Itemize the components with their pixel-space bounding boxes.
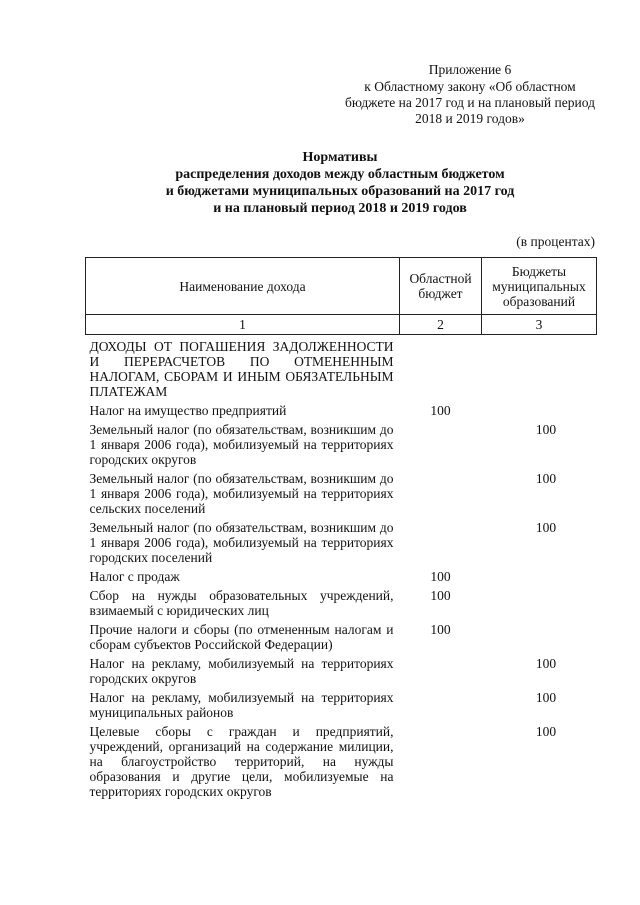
municipal-value [482, 565, 597, 584]
municipal-value [482, 618, 597, 652]
income-name: Сбор на нужды образовательных учреждений, взимаемый с юридических лиц [89, 588, 394, 618]
regional-value [400, 720, 482, 799]
regional-value: 100 [430, 588, 451, 603]
table-row [86, 720, 597, 799]
municipal-value: 100 [535, 724, 557, 739]
title-line-4: и на плановый период 2018 и 2019 годов [213, 201, 467, 216]
regional-value [400, 418, 482, 467]
income-name: Налог на рекламу, мобилизуемый на территориях муниципальных районов [89, 690, 394, 720]
title-line-1: Нормативы [302, 150, 378, 165]
municipal-value: 100 [535, 471, 557, 486]
municipal-value: 100 [535, 656, 557, 671]
regional-value: 100 [430, 403, 451, 418]
table-row [86, 467, 597, 516]
header-regional-budget: Областной бюджет [400, 258, 482, 315]
table-row [86, 686, 597, 720]
column-number-row [86, 315, 597, 335]
column-number-3: 3 [482, 315, 597, 335]
appendix-number: Приложение 6 [428, 62, 512, 77]
income-name: Земельный налог (по обязательствам, возникшим до 1 января 2006 года), мобилизуемый на территориях сельских поселений [89, 471, 394, 516]
table-row [86, 399, 597, 418]
regional-value: 100 [430, 622, 451, 637]
units-label: (в процентах) [516, 234, 595, 249]
regional-value [400, 686, 482, 720]
appendix-reference: к Областному закону «Об областном бюджете на 2017 год и на плановый период 2018 и 2019 годов» [345, 79, 595, 126]
table-row [86, 516, 597, 565]
municipal-value [482, 399, 597, 418]
income-name: Налог на имущество предприятий [89, 403, 287, 418]
table-header-row [86, 258, 597, 315]
table-row [86, 565, 597, 584]
municipal-value: 100 [535, 422, 557, 437]
table-row [86, 418, 597, 467]
title-line-2: распределения доходов между областным бюджетом [175, 167, 505, 182]
header-income-name: Наименование дохода [86, 258, 400, 315]
income-name: Налог с продаж [89, 569, 180, 584]
table-row [86, 335, 597, 400]
income-name: Целевые сборы с граждан и предприятий, учреждений, организаций на содержание милиции, на благоустройство территорий, на нужды образования и другие цели, мобилизуемые на территориях городских округов [89, 724, 394, 799]
municipal-value [482, 584, 597, 618]
municipal-value: 100 [535, 520, 557, 535]
column-number-2: 2 [400, 315, 482, 335]
title-line-3: и бюджетами муниципальных образований на 2017 год [165, 184, 515, 199]
regional-value [400, 467, 482, 516]
regional-value: 100 [430, 569, 451, 584]
municipal-value [482, 335, 597, 400]
income-name: Налог на рекламу, мобилизуемый на территориях городских округов [89, 656, 394, 686]
regional-value [400, 652, 482, 686]
revenue-norms-table [85, 257, 597, 799]
table-row [86, 584, 597, 618]
table-row [86, 652, 597, 686]
regional-value [400, 516, 482, 565]
table-row [86, 618, 597, 652]
municipal-value: 100 [535, 690, 557, 705]
income-name: Прочие налоги и сборы (по отмененным налогам и сборам субъектов Российской Федерации) [89, 622, 394, 652]
income-name: Земельный налог (по обязательствам, возникшим до 1 января 2006 года), мобилизуемый на территориях городских округов [89, 422, 394, 467]
document-title [100, 149, 580, 217]
header-municipal-budgets: Бюджеты муниципальных образований [482, 258, 597, 315]
regional-value [400, 335, 482, 400]
income-name: Земельный налог (по обязательствам, возникшим до 1 января 2006 года), мобилизуемый на территориях городских поселений [89, 520, 394, 565]
income-name: ДОХОДЫ ОТ ПОГАШЕНИЯ ЗАДОЛЖЕННОСТИ И ПЕРЕРАСЧЕТОВ ПО ОТМЕНЕННЫМ НАЛОГАМ, СБОРАМ И ИНЫМ ОБЯЗАТЕЛЬНЫМ ПЛАТЕЖАМ [89, 339, 394, 399]
column-number-1: 1 [86, 315, 400, 335]
